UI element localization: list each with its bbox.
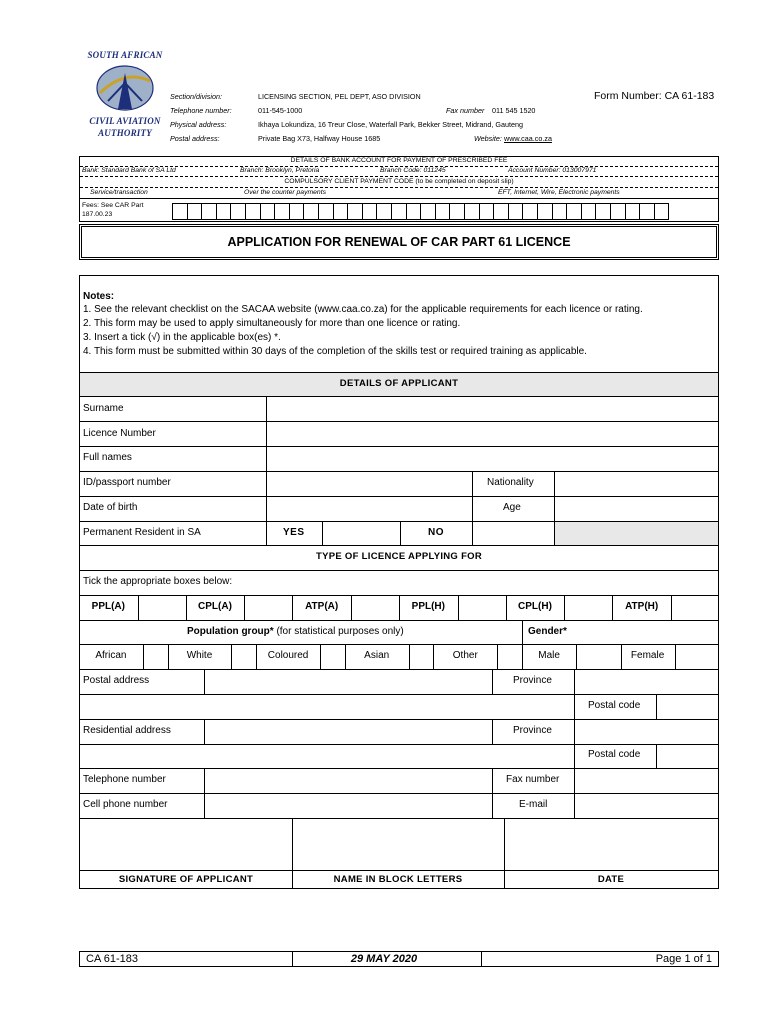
payment-code-digit-box[interactable]	[639, 203, 655, 220]
licence-option-checkbox[interactable]	[671, 596, 719, 620]
surname-input[interactable]	[266, 397, 718, 421]
fax-label: Fax number	[446, 106, 485, 115]
telephone-label-field: Telephone number	[83, 774, 166, 785]
compulsory-code-heading: COMPULSORY CLIENT PAYMENT CODE (to be completed on deposit slip)	[80, 178, 718, 188]
payment-code-digit-box[interactable]	[595, 203, 611, 220]
signature-label: SIGNATURE OF APPLICANT	[118, 874, 254, 885]
option-checkbox[interactable]	[409, 645, 434, 669]
payment-code-digit-box[interactable]	[406, 203, 422, 220]
licence-type-heading: TYPE OF LICENCE APPLYING FOR	[315, 551, 483, 562]
nationality-label: Nationality	[487, 477, 534, 488]
licence-option-checkbox[interactable]	[138, 596, 186, 620]
logo-line3: AUTHORITY	[98, 128, 152, 138]
id-passport-input[interactable]	[266, 472, 472, 496]
payment-code-digit-box[interactable]	[566, 203, 582, 220]
licence-option-checkbox[interactable]	[351, 596, 399, 620]
dob-label: Date of birth	[83, 502, 138, 513]
payment-code-digit-box[interactable]	[303, 203, 319, 220]
option-label: Coloured	[267, 650, 309, 661]
eft-label: EFT, Internet, Wire, Electronic payments	[498, 189, 620, 196]
payment-code-digit-box[interactable]	[581, 203, 597, 220]
footer-page: Page 1 of 1	[655, 953, 712, 965]
licence-option-checkbox[interactable]	[564, 596, 612, 620]
residential-province-label: Province	[513, 725, 552, 736]
licence-option-label: CPL(A)	[198, 601, 232, 612]
yes-label: YES	[283, 527, 305, 538]
fax-input[interactable]	[575, 769, 718, 793]
payment-code-digit-box[interactable]	[449, 203, 465, 220]
surname-label: Surname	[83, 403, 124, 414]
email-input[interactable]	[575, 794, 718, 818]
payment-code-digit-box[interactable]	[479, 203, 495, 220]
licence-option-label: PPL(H)	[411, 601, 445, 612]
dob-input[interactable]	[266, 497, 472, 521]
note-2: 2. This form may be used to apply simultaneously for more than one licence or rating.	[83, 318, 461, 329]
payment-code-digit-box[interactable]	[391, 203, 407, 220]
licence-option-checkbox[interactable]	[244, 596, 292, 620]
logo-line1: SOUTH AFRICAN	[87, 50, 163, 60]
id-passport-label: ID/passport number	[83, 477, 171, 488]
payment-code-digit-box[interactable]	[347, 203, 363, 220]
fees-line1: Fees: See CAR Part	[82, 202, 144, 209]
licence-option-checkbox[interactable]	[458, 596, 506, 620]
licence-option-label: ATP(H)	[625, 601, 659, 612]
form-title: APPLICATION FOR RENEWAL OF CAR PART 61 LICENCE	[79, 224, 719, 260]
option-checkbox[interactable]	[497, 645, 522, 669]
service-label: Service/transaction	[90, 189, 148, 196]
date-label: DATE	[597, 874, 625, 885]
name-block-box[interactable]	[293, 819, 504, 870]
telephone-input[interactable]	[204, 769, 492, 793]
permanent-resident-label: Permanent Resident in SA	[83, 527, 201, 538]
option-label: White	[186, 650, 213, 661]
postal-address-label: Postal address	[83, 675, 150, 686]
website-label: Website:	[474, 134, 502, 143]
name-block-label: NAME IN BLOCK LETTERS	[333, 874, 463, 885]
note-3: 3. Insert a tick (√) in the applicable box(es) *.	[83, 332, 281, 343]
payment-code-digit-box[interactable]	[522, 203, 538, 220]
payment-code-digit-box[interactable]	[245, 203, 261, 220]
payment-code-digit-box[interactable]	[216, 203, 232, 220]
residential-address-label: Residential address	[83, 725, 171, 736]
payment-code-digit-box[interactable]	[318, 203, 334, 220]
bank-branch: Branch: Brooklyn, Pretoria	[240, 167, 320, 174]
payment-code-digit-box[interactable]	[172, 203, 188, 220]
licence-option-label: ATP(A)	[305, 601, 339, 612]
postal-address-input[interactable]	[204, 670, 492, 694]
telephone-value: 011-545-1000	[258, 106, 303, 115]
postal-label: Postal address:	[170, 134, 220, 143]
payment-code-digit-box[interactable]	[537, 203, 553, 220]
postal-code-input[interactable]	[656, 695, 718, 719]
payment-code-digit-box[interactable]	[435, 203, 451, 220]
tick-instruction: Tick the appropriate boxes below:	[83, 576, 233, 587]
fax-label-field: Fax number	[506, 774, 560, 785]
payment-code-digit-box[interactable]	[508, 203, 524, 220]
licence-number-input[interactable]	[266, 422, 718, 446]
option-label: African	[95, 650, 127, 661]
option-label: Female	[630, 650, 665, 661]
payment-code-digit-box[interactable]	[362, 203, 378, 220]
postal-code-label: Postal code	[588, 700, 641, 711]
bank-branch-code: Branch Code: 011245	[380, 167, 446, 174]
cell-label: Cell phone number	[83, 799, 168, 810]
notes-heading: Notes:	[83, 291, 115, 302]
postal-province-label: Province	[513, 675, 552, 686]
option-checkbox[interactable]	[320, 645, 345, 669]
payment-code-digit-box[interactable]	[230, 203, 246, 220]
payment-code-digit-box[interactable]	[610, 203, 626, 220]
licence-option-label: CPL(H)	[518, 601, 552, 612]
payment-code-digit-box[interactable]	[274, 203, 290, 220]
postal-province-input[interactable]	[575, 670, 718, 694]
nationality-input[interactable]	[554, 472, 718, 496]
payment-code-digit-box[interactable]	[493, 203, 509, 220]
applicant-heading: DETAILS OF APPLICANT	[339, 378, 459, 389]
sacaa-logo	[84, 50, 166, 144]
licence-number-label: Licence Number	[83, 428, 156, 439]
payment-code-digit-box[interactable]	[260, 203, 276, 220]
website-link[interactable]: www.caa.co.za	[504, 134, 552, 143]
no-checkbox[interactable]	[473, 522, 553, 545]
payment-code-digit-box[interactable]	[376, 203, 392, 220]
note-4: 4. This form must be submitted within 30 days of the completion of the skills test or required training as applicable.	[83, 346, 587, 357]
page-footer	[79, 951, 719, 967]
population-note: (for statistical purposes only)	[276, 626, 404, 637]
residential-address-line2-input[interactable]	[80, 745, 574, 769]
yes-checkbox[interactable]	[322, 522, 400, 545]
date-box[interactable]	[505, 819, 718, 870]
form-number: Form Number: CA 61-183	[594, 90, 715, 102]
postal-address-line2-input[interactable]	[80, 695, 574, 719]
no-label: NO	[428, 527, 444, 538]
full-names-label: Full names	[83, 452, 132, 463]
age-input[interactable]	[554, 497, 718, 521]
population-label: Population group*	[187, 626, 274, 637]
age-label: Age	[503, 502, 521, 513]
residential-postal-code-input[interactable]	[656, 745, 718, 769]
cell-input[interactable]	[204, 794, 492, 818]
logo-emblem-icon	[94, 63, 156, 113]
fees-line2: 187.00.23	[82, 211, 113, 218]
option-label: Other	[452, 650, 478, 661]
fax-value: 011 545 1520	[492, 106, 536, 115]
logo-line2: CIVIL AVIATION	[89, 116, 161, 126]
gender-label: Gender*	[528, 626, 567, 637]
bank-heading: DETAILS OF BANK ACCOUNT FOR PAYMENT OF PRESCRIBED FEE	[80, 157, 718, 167]
counter-label: Over the counter payments	[244, 189, 326, 196]
physical-value: Ikhaya Lokundiza, 16 Treur Close, Waterfall Park, Bekker Street, Midrand, Gauteng	[258, 120, 523, 129]
payment-code-digit-box[interactable]	[464, 203, 480, 220]
residential-province-input[interactable]	[575, 720, 718, 744]
option-label: Asian	[364, 650, 390, 661]
footer-date: 29 MAY 2020	[287, 952, 482, 966]
bank-name: Bank: Standard Bank of SA Ltd	[82, 167, 176, 174]
payment-code-digit-box[interactable]	[187, 203, 203, 220]
residential-postal-code-label: Postal code	[588, 749, 641, 760]
footer-form-code: CA 61-183	[80, 952, 293, 966]
payment-code-digit-box[interactable]	[625, 203, 641, 220]
payment-code-digit-box[interactable]	[552, 203, 568, 220]
full-names-input[interactable]	[266, 447, 718, 471]
option-label: Male	[538, 650, 560, 661]
payment-code-digit-box[interactable]	[333, 203, 349, 220]
signature-box[interactable]	[80, 819, 292, 870]
section-label: Section/division:	[170, 92, 222, 101]
section-value: LICENSING SECTION, PEL DEPT, ASO DIVISION	[258, 92, 421, 101]
note-1: 1. See the relevant checklist on the SACAA website (www.caa.co.za) for the applicable requirements for each licence or rating.	[83, 304, 643, 315]
physical-label: Physical address:	[170, 120, 227, 129]
option-checkbox[interactable]	[143, 645, 168, 669]
option-checkbox[interactable]	[675, 645, 719, 669]
option-checkbox[interactable]	[576, 645, 620, 669]
email-label: E-mail	[519, 799, 548, 810]
residential-address-input[interactable]	[204, 720, 492, 744]
payment-code-digit-box[interactable]	[420, 203, 436, 220]
telephone-label: Telephone number:	[170, 106, 232, 115]
option-checkbox[interactable]	[231, 645, 256, 669]
bank-account: Account Number: 013007971	[508, 167, 597, 174]
payment-code-digit-box[interactable]	[201, 203, 217, 220]
payment-code-digit-box[interactable]	[654, 203, 670, 220]
licence-option-label: PPL(A)	[91, 601, 125, 612]
payment-code-digit-box[interactable]	[289, 203, 305, 220]
postal-value: Private Bag X73, Halfway House 1685	[258, 134, 381, 143]
